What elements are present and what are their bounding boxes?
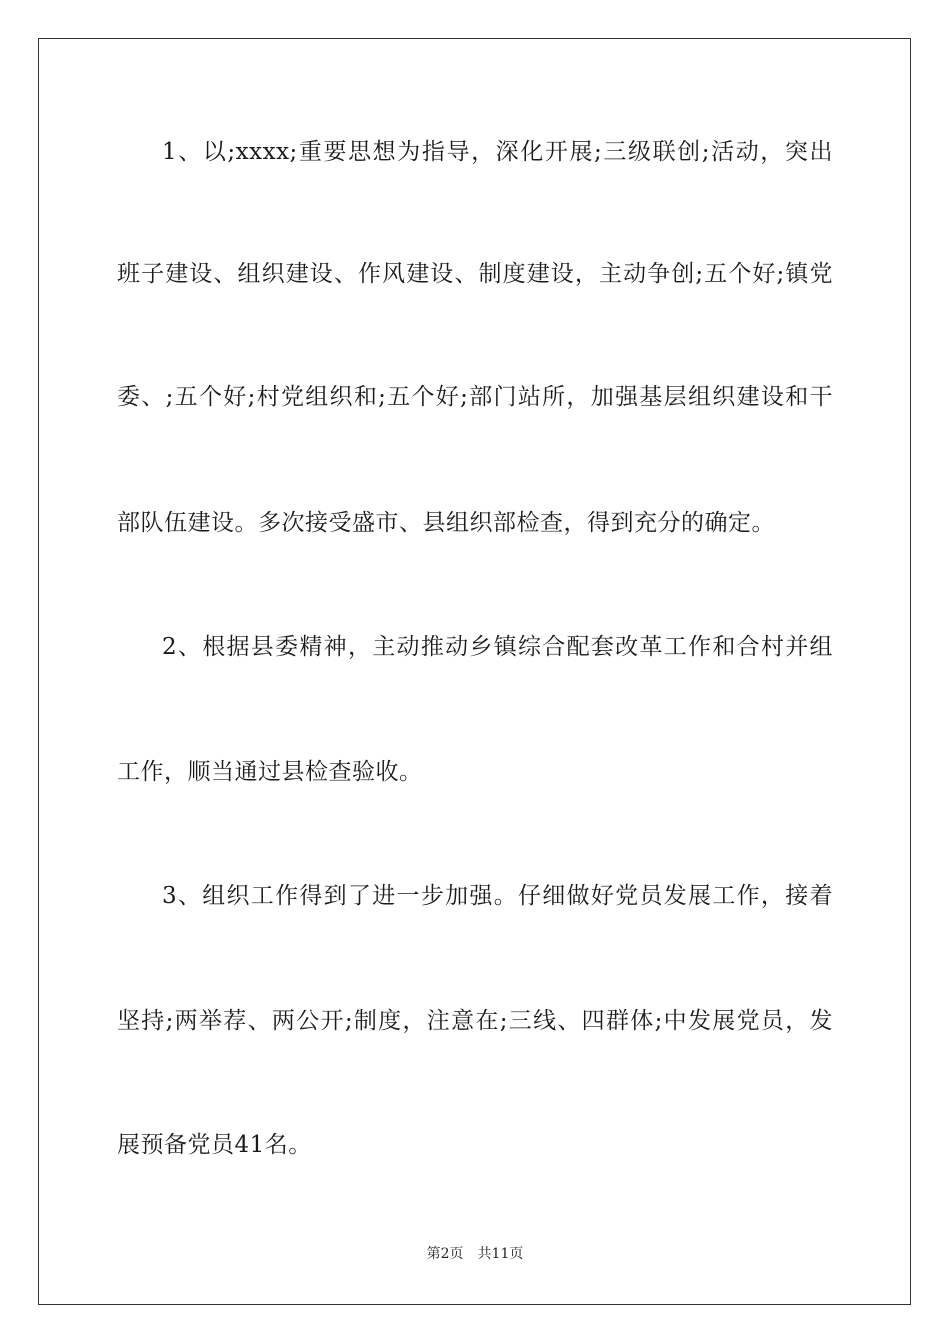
page-footer (0, 1245, 950, 1263)
paragraph-1-line-3: 委、;五个好;村党组织和;五个好;部门站所，加强基层组织建设和干 (117, 384, 833, 410)
paragraph-1-line-1: 1、以;xxxx;重要思想为指导，深化开展;三级联创;活动，突出 (162, 139, 833, 165)
page-number-label: 第2页 (426, 1246, 464, 1262)
paragraph-2-line-1: 2、根据县委精神，主动推动乡镇综合配套改革工作和合村并组 (162, 634, 833, 660)
paragraph-1-line-2: 班子建设、组织建设、作风建设、制度建设，主动争创;五个好;镇党 (117, 261, 833, 287)
paragraph-3-line-2: 坚持;两举荐、两公开;制度，注意在;三线、四群体;中发展党员，发 (117, 1008, 833, 1034)
paragraph-2-line-2: 工作，顺当通过县检查验收。 (117, 759, 423, 785)
paragraph-1-line-4: 部队伍建设。多次接受盛市、县组织部检查，得到充分的确定。 (117, 510, 775, 536)
paragraph-3-line-3: 展预备党员41名。 (117, 1132, 312, 1158)
page-total-label: 共11页 (477, 1246, 524, 1262)
page-border (38, 38, 911, 1305)
paragraph-3-line-1: 3、组织工作得到了进一步加强。仔细做好党员发展工作，接着 (162, 883, 833, 909)
